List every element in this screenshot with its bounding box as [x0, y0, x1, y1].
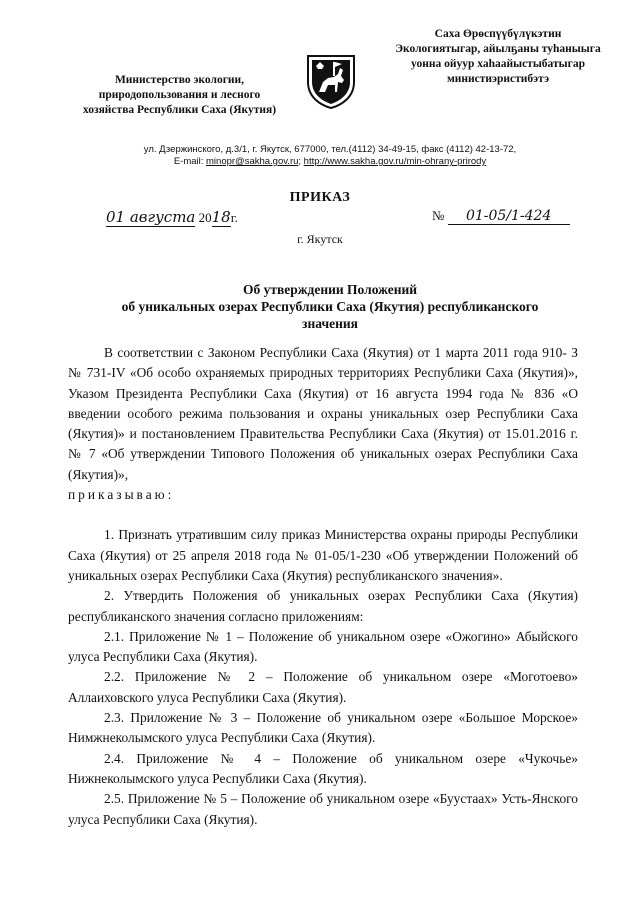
year-prefix: 20	[198, 210, 212, 225]
order-word: приказываю:	[68, 487, 175, 503]
list-item: 2. Утвердить Положения об уникальных озерах Республики Саха (Якутия) республиканского значения согласно приложениям:	[68, 588, 578, 624]
handwritten-year: 18	[211, 208, 231, 226]
document-type: ПРИКАЗ	[289, 190, 351, 205]
website-link[interactable]: http://www.sakha.gov.ru/min-ohrany-prirody	[303, 156, 487, 167]
ministry-name-ru-line: Министерство экологии,	[114, 74, 245, 86]
ministry-name-sakha-line: Экологиятыгар, айылҕаны туһаныыга	[395, 43, 601, 55]
separator: ;	[298, 156, 302, 167]
title-line: Об утверждении Положений	[242, 282, 418, 297]
ministry-name-ru	[72, 73, 287, 118]
document-title	[60, 281, 600, 332]
number-label: №	[432, 208, 445, 223]
list-item: 2.2. Приложение № 2 – Положение об уникальном озере «Моготоево» Аллаиховского улуса Республики Саха (Якутия).	[68, 669, 578, 705]
document-body	[68, 343, 578, 830]
list-item: 2.4. Приложение № 4 – Положение об уникальном озере «Чукочье» Нижнеколымского улуса Республики Саха (Якутия).	[68, 750, 578, 786]
list-item: 1. Признать утратившим силу приказ Министерства охраны природы Республики Саха (Якутия) от 25 апреля 2018 года № 01-05/1-230 «Об утверждении Положений об уникальных озерах Республики Саха (Якутия) республиканского значения».	[68, 527, 578, 583]
handwritten-number: 01-05/1-424	[448, 208, 570, 225]
title-line: об уникальных озерах Республики Саха (Якутия) республиканского	[121, 299, 539, 314]
email-link[interactable]: minopr@sakha.gov.ru	[206, 156, 299, 167]
order-date	[106, 208, 238, 227]
year-suffix: г.	[230, 210, 238, 225]
address-line: ул. Дзержинского, д.3/1, г. Якутск, 677000, тел.(4112) 34-49-15, факс (4112) 42-13-72,	[143, 144, 517, 155]
contact-details	[70, 144, 590, 168]
city: г. Якутск	[297, 232, 343, 246]
list-item: 2.5. Приложение № 5 – Положение об уникальном озере «Буустаах» Усть-Янского улуса Республики Саха (Якутия).	[68, 791, 578, 827]
handwritten-date: 01 августа	[106, 208, 196, 226]
ministry-name-sakha	[378, 27, 618, 87]
list-item: 2.1. Приложение № 1 – Положение об уникальном озере «Ожогино» Абыйского улуса Республики Саха (Якутия).	[68, 628, 578, 665]
list-item: 2.3. Приложение № 3 – Положение об уникальном озере «Большое Морское» Нимжнеколымского улуса Республики Саха (Якутия).	[68, 710, 578, 746]
title-line: значения	[302, 316, 358, 331]
email-web-line	[70, 156, 590, 168]
preamble: В соответствии с Законом Республики Саха (Якутия) от 1 марта 2011 года 910- З № 731-IV «Об особо охраняемых природных территориях Республики Саха (Якутия)», Указом Президента Республики Саха (Якутия) от 16 августа 1994 года № 836 «О введении особого режима пользования и охраны уникальных озер Республики Саха (Якутия)» и постановлением Правительства Республики Саха (Якутия) от 15.01.2016 г. № 7 «Об утверждении Типового Положения об уникальных озерах Республики Саха (Якутия)»,	[68, 345, 578, 482]
ministry-name-sakha-line: министиэристибэтэ	[446, 73, 550, 85]
ministry-name-ru-line: хозяйства Республики Саха (Якутия)	[82, 104, 277, 116]
ministry-name-sakha-line: Саха Өрөспүүбүлүкэтин	[434, 28, 562, 40]
email-label: E-mail:	[173, 156, 204, 167]
ministry-name-ru-line: природопользования и лесного	[98, 89, 261, 101]
republic-coat-of-arms-icon	[304, 52, 358, 110]
order-number	[432, 208, 570, 225]
ministry-name-sakha-line: уонна ойуур хаһаайыстыбатыгар	[410, 58, 586, 70]
